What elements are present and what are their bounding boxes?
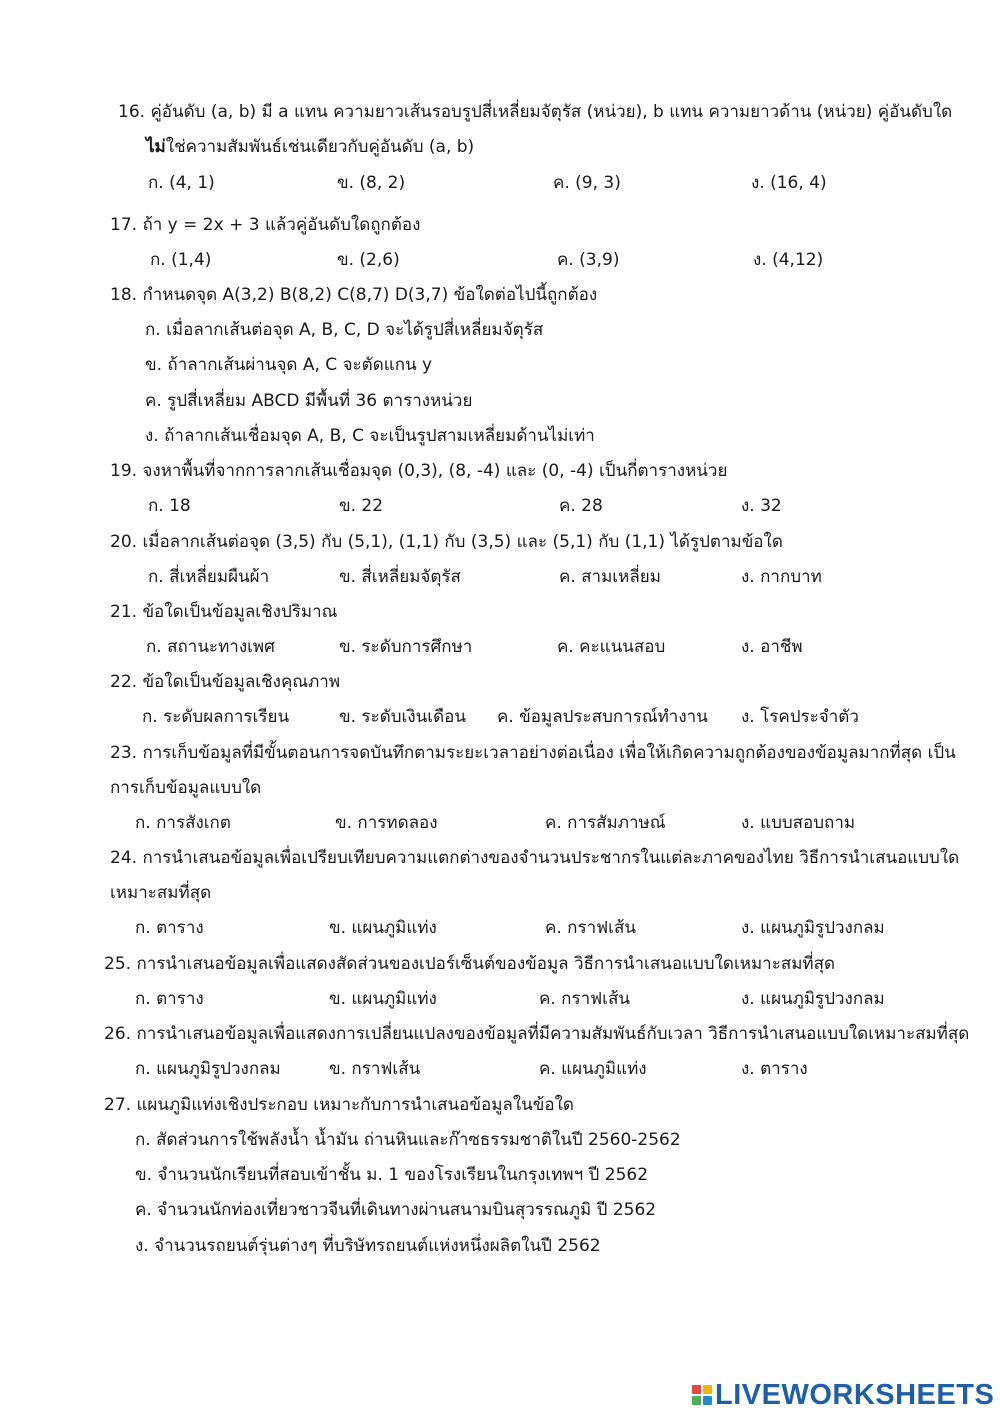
- q17-option-a: ก. (1,4): [150, 250, 212, 270]
- q21-option-b: ข. ระดับการศึกษา: [339, 637, 473, 657]
- q23-option-b: ข. การทดลอง: [335, 813, 438, 833]
- q26-stem: 26. การนำเสนอข้อมูลเพื่อแสดงการเปลี่ยนแปลงของข้อมูลที่มีความสัมพันธ์กับเวลา วิธีการนำเสนอแบบใดเหมาะสมที่สุด: [104, 1024, 970, 1044]
- q24-option-c: ค. กราฟเส้น: [545, 918, 636, 938]
- q20-stem: 20. เมื่อลากเส้นต่อจุด (3,5) กับ (5,1), (1,1) กับ (3,5) และ (5,1) กับ (1,1) ได้รูปตามข้อใด: [110, 532, 783, 552]
- q23-option-c: ค. การสัมภาษณ์: [545, 813, 666, 833]
- q16-option-d: ง. (16, 4): [751, 173, 827, 193]
- q18-option-b: ข. ถ้าลากเส้นผ่านจุด A, C จะตัดแกน y: [145, 355, 433, 375]
- logo-text: LIVEWORKSHEETS: [715, 1378, 995, 1411]
- q16-option-a: ก. (4, 1): [148, 173, 215, 193]
- q21-option-a: ก. สถานะทางเพศ: [146, 637, 275, 657]
- q22-option-b: ข. ระดับเงินเดือน: [339, 707, 466, 727]
- q16-option-b: ข. (8, 2): [337, 173, 406, 193]
- q19-option-b: ข. 22: [339, 496, 384, 516]
- q24-stem-line1: 24. การนำเสนอข้อมูลเพื่อเปรียบเทียบความแตกต่างของจำนวนประชากรในแต่ละภาคของไทย วิธีการนำเสนอแบบใด: [110, 848, 960, 868]
- q21-option-c: ค. คะแนนสอบ: [557, 637, 666, 657]
- q27-option-d: ง. จำนวนรถยนต์รุ่นต่างๆ ที่บริษัทรถยนต์แห่งหนึ่งผลิตในปี 2562: [135, 1236, 601, 1256]
- q18-option-c: ค. รูปสี่เหลี่ยม ABCD มีพื้นที่ 36 ตารางหน่วย: [145, 391, 473, 411]
- q18-option-a: ก. เมื่อลากเส้นต่อจุด A, B, C, D จะได้รูปสี่เหลี่ยมจัตุรัส: [145, 320, 544, 340]
- q24-option-a: ก. ตาราง: [135, 918, 204, 938]
- q16-stem-rest: ใช่ความสัมพันธ์เช่นเดียวกับคู่อันดับ (a, b): [165, 137, 475, 157]
- q27-option-b: ข. จำนวนนักเรียนที่สอบเข้าชั้น ม. 1 ของโรงเรียนในกรุงเทพฯ ปี 2562: [135, 1165, 649, 1185]
- q25-option-a: ก. ตาราง: [135, 989, 204, 1009]
- q26-option-a: ก. แผนภูมิรูปวงกลม: [135, 1059, 281, 1079]
- q16-option-c: ค. (9, 3): [553, 173, 621, 193]
- q16-stem-line2: [146, 136, 474, 158]
- q23-stem-line1: 23. การเก็บข้อมูลที่มีขั้นตอนการจดบันทึกตามระยะเวลาอย่างต่อเนื่อง เพื่อให้เกิดความถูกต้องของข้อมูลมากที่สุด เป็น: [110, 743, 956, 763]
- q26-option-c: ค. แผนภูมิแท่ง: [539, 1059, 647, 1079]
- q19-option-d: ง. 32: [741, 496, 782, 516]
- q19-option-a: ก. 18: [148, 496, 191, 516]
- q21-option-d: ง. อาชีพ: [741, 637, 803, 657]
- q16-stem-line1: 16. คู่อันดับ (a, b) มี a แทน ความยาวเส้นรอบรูปสี่เหลี่ยมจัตุรัส (หน่วย), b แทน ความยาวด้าน (หน่วย) คู่อันดับใด: [118, 102, 953, 122]
- q16-stem-bold: ไม่: [146, 137, 166, 157]
- q26-option-d: ง. ตาราง: [741, 1059, 808, 1079]
- q25-option-b: ข. แผนภูมิแท่ง: [329, 989, 437, 1009]
- liveworksheets-logo[interactable]: [692, 1375, 994, 1415]
- q19-stem: 19. จงหาพื้นที่จากการลากเส้นเชื่อมจุด (0,3), (8, -4) และ (0, -4) เป็นกี่ตารางหน่วย: [110, 461, 728, 481]
- logo-mark-icon: [692, 1385, 712, 1405]
- q22-option-d: ง. โรคประจำตัว: [741, 707, 859, 727]
- q25-option-d: ง. แผนภูมิรูปวงกลม: [741, 989, 885, 1009]
- q17-option-b: ข. (2,6): [337, 250, 400, 270]
- q24-stem-line2: เหมาะสมที่สุด: [110, 883, 212, 903]
- q20-option-a: ก. สี่เหลี่ยมผืนผ้า: [148, 567, 270, 587]
- q25-stem: 25. การนำเสนอข้อมูลเพื่อแสดงสัดส่วนของเปอร์เซ็นต์ของข้อมูล วิธีการนำเสนอแบบใดเหมาะสมที่สุด: [104, 954, 836, 974]
- q17-stem: 17. ถ้า y = 2x + 3 แล้วคู่อันดับใดถูกต้อง: [110, 215, 421, 235]
- q27-option-c: ค. จำนวนนักท่องเที่ยวชาวจีนที่เดินทางผ่านสนามบินสุวรรณภูมิ ปี 2562: [135, 1200, 657, 1220]
- q18-option-d: ง. ถ้าลากเส้นเชื่อมจุด A, B, C จะเป็นรูปสามเหลี่ยมด้านไม่เท่า: [145, 426, 595, 446]
- q21-stem: 21. ข้อใดเป็นข้อมูลเชิงปริมาณ: [110, 602, 338, 622]
- q27-stem: 27. แผนภูมิแท่งเชิงประกอบ เหมาะกับการนำเสนอข้อมูลในข้อใด: [104, 1095, 574, 1115]
- q27-option-a: ก. สัดส่วนการใช้พลังน้ำ น้ำมัน ถ่านหินและก๊าซธรรมชาติในปี 2560-2562: [135, 1130, 681, 1150]
- q22-option-c: ค. ข้อมูลประสบการณ์ทำงาน: [497, 707, 708, 727]
- q20-option-c: ค. สามเหลี่ยม: [559, 567, 661, 587]
- q24-option-d: ง. แผนภูมิรูปวงกลม: [741, 918, 885, 938]
- q22-option-a: ก. ระดับผลการเรียน: [142, 707, 290, 727]
- q18-stem: 18. กำหนดจุด A(3,2) B(8,2) C(8,7) D(3,7) ข้อใดต่อไปนี้ถูกต้อง: [110, 285, 598, 305]
- q25-option-c: ค. กราฟเส้น: [539, 989, 630, 1009]
- q19-option-c: ค. 28: [559, 496, 603, 516]
- q17-option-c: ค. (3,9): [557, 250, 620, 270]
- q20-option-d: ง. กากบาท: [741, 567, 822, 587]
- q23-stem-line2: การเก็บข้อมูลแบบใด: [110, 778, 262, 798]
- q24-option-b: ข. แผนภูมิแท่ง: [329, 918, 437, 938]
- q17-option-d: ง. (4,12): [753, 250, 824, 270]
- q26-option-b: ข. กราฟเส้น: [329, 1059, 421, 1079]
- q20-option-b: ข. สี่เหลี่ยมจัตุรัส: [339, 567, 461, 587]
- q22-stem: 22. ข้อใดเป็นข้อมูลเชิงคุณภาพ: [110, 672, 341, 692]
- q23-option-d: ง. แบบสอบถาม: [741, 813, 856, 833]
- q23-option-a: ก. การสังเกต: [135, 813, 231, 833]
